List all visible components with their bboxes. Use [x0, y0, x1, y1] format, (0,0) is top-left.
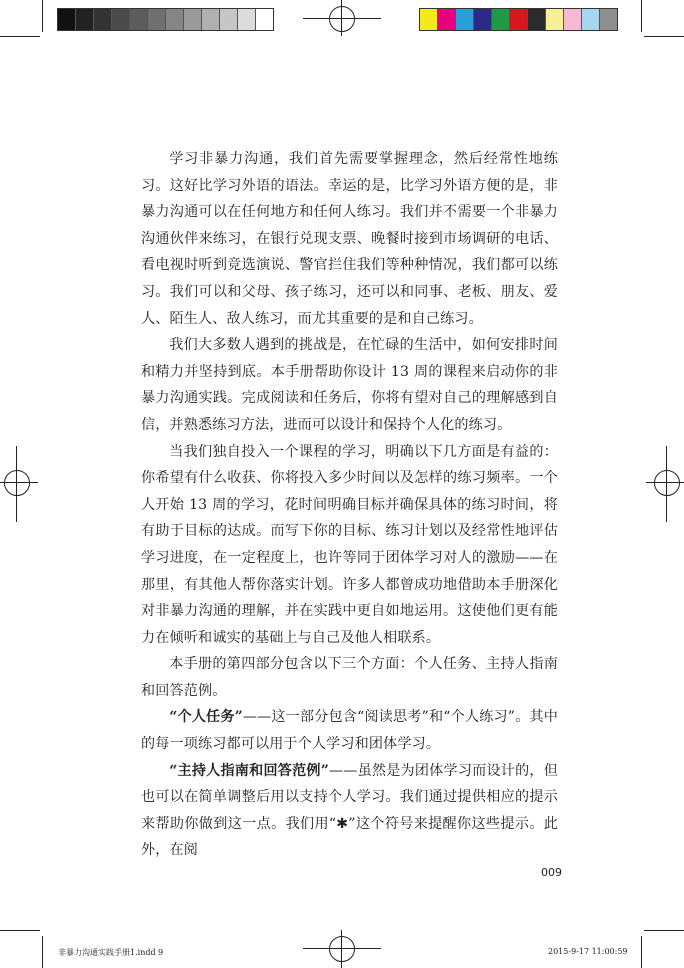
- color-swatch: [148, 9, 166, 30]
- paragraph: 当我们独自投入一个课程的学习，明确以下几方面是有益的：你希望有什么收获、你将投入多少时间以及怎样的练习频率。一个人开始 13 周的学习，花时间明确目标并确保具体的练习时间，将有助于目标的达成。而写下你的目标、练习计划以及经常性地评估学习进度，在一定程度上，也许等同于团体学习对人的激励——在那里，有其他人帮你落实计划。许多人都曾成功地借助本手册深化对非暴力沟通的理解，并在实践中更自如地运用。这使他们更有能力在倾听和诚实的基础上与自己及他人相联系。: [141, 443, 558, 646]
- color-swatch: [112, 9, 130, 30]
- crop-mark: [42, 936, 43, 968]
- paragraph: [141, 704, 558, 757]
- section-term-personal-tasks: “个人任务”: [169, 709, 243, 726]
- color-swatch: [94, 9, 112, 30]
- color-swatch: [582, 9, 600, 30]
- paragraph: 我们大多数人遇到的挑战是，在忙碌的生活中，如何安排时间和精力并坚持到底。本手册帮助你设计 13 周的课程来启动你的非暴力沟通实践。完成阅读和任务后，你将有望对自己的理解感到自信，并熟悉练习方法，进而可以设计和保持个人化的练习。: [141, 337, 558, 433]
- section-term-facilitator-guide: “主持人指南和回答范例”: [169, 762, 329, 779]
- paragraph: 学习非暴力沟通，我们首先需要掌握理念，然后经常性地练习。这好比学习外语的语法。幸运的是，比学习外语方便的是，非暴力沟通可以在任何地方和任何人练习。我们并不需要一个非暴力沟通伙伴来练习，在银行兑现支票、晚餐时接到市场调研的电话、看电视时听到竞选演说、警官拦住我们等种种情况，我们都可以练习。我们可以和父母、孩子练习，还可以和同事、老板、朋友、爱人、陌生人、敌人练习，而尤其重要的是和自己练习。: [141, 151, 558, 327]
- color-swatch: [256, 9, 273, 30]
- crop-mark: [0, 36, 40, 37]
- color-swatch: [564, 9, 582, 30]
- crop-mark: [0, 930, 40, 931]
- slug-datetime: 2015-9-17 11:00:59: [548, 947, 628, 956]
- color-swatch: [58, 9, 76, 30]
- color-swatch: [166, 9, 184, 30]
- paragraph: 本手册的第四部分包含以下三个方面：个人任务、主持人指南和回答范例。: [141, 656, 558, 699]
- crop-mark: [641, 0, 642, 32]
- color-swatch: [600, 9, 617, 30]
- color-swatch: [202, 9, 220, 30]
- color-swatch: [76, 9, 94, 30]
- color-swatch: [456, 9, 474, 30]
- color-swatch: [420, 9, 438, 30]
- color-swatch: [220, 9, 238, 30]
- color-swatch: [130, 9, 148, 30]
- color-swatch: [492, 9, 510, 30]
- paragraph-text: ——这一部分包含“阅读思考”和“个人练习”。其中的每一项练习都可以用于个人学习和团体学习。: [141, 709, 558, 753]
- crop-mark: [641, 936, 642, 968]
- color-swatch: [238, 9, 256, 30]
- grayscale-color-bar: [57, 8, 274, 31]
- crop-mark: [644, 36, 684, 37]
- color-swatch: [438, 9, 456, 30]
- page-number: 009: [541, 866, 562, 879]
- color-swatch: [474, 9, 492, 30]
- paragraph-text: ——虽然是为团体学习而设计的，但也可以在简单调整后用以支持个人学习。我们通过提供相应的提示来帮助你做到这一点。我们用“✱”这个符号来提醒你这些提示。此外，在阅: [141, 762, 558, 859]
- crop-mark: [644, 930, 684, 931]
- color-swatch: [510, 9, 528, 30]
- slug-filename: 非暴力沟通实践手册1.indd 9: [58, 948, 164, 957]
- color-swatch: [184, 9, 202, 30]
- process-color-bar: [419, 8, 618, 31]
- body-text: [141, 146, 558, 864]
- color-swatch: [528, 9, 546, 30]
- color-swatch: [546, 9, 564, 30]
- paragraph: [141, 758, 558, 864]
- crop-mark: [42, 0, 43, 32]
